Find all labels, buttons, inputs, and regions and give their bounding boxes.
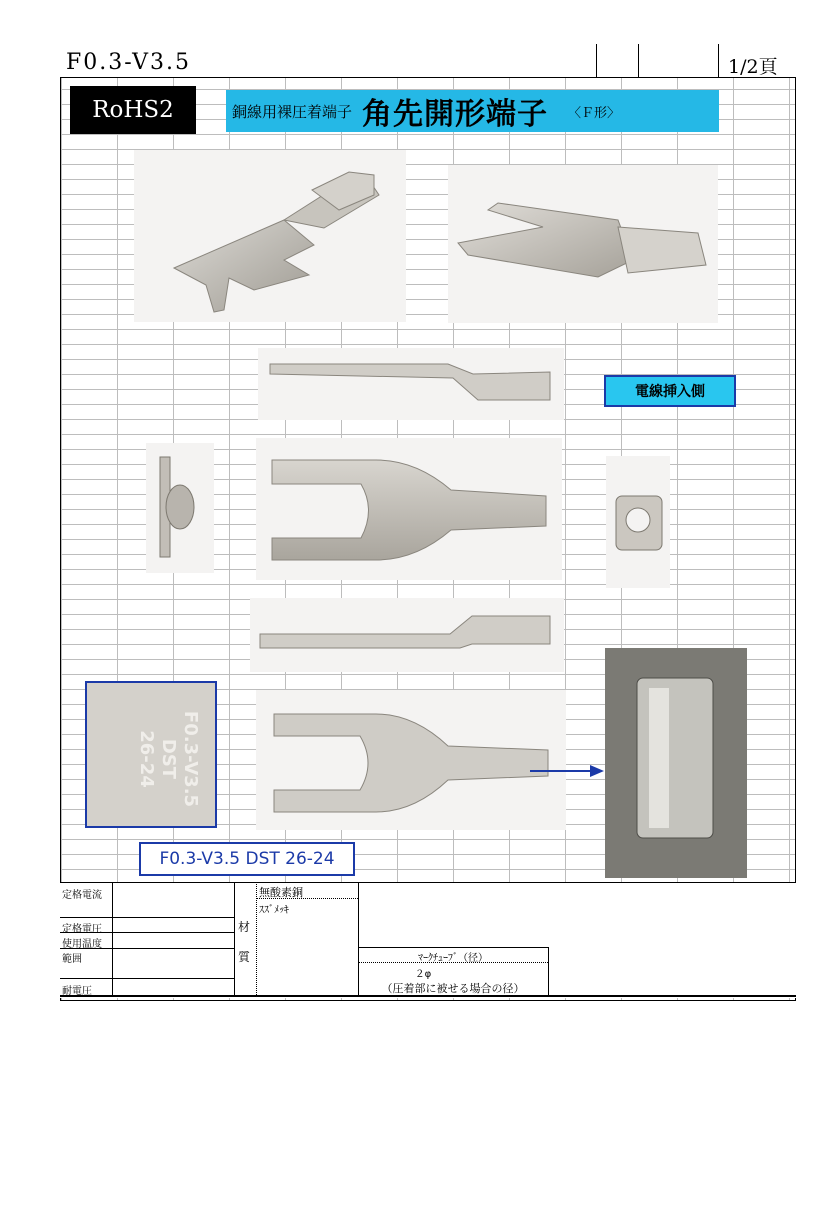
material-label-2: 質 [238,950,251,964]
rated-voltage-label: 定格電圧 [62,924,102,935]
plating-value: ｽｽﾞﾒｯｷ [259,905,289,916]
photo-terminal-top [256,438,562,580]
photo-terminal-side-top [258,348,564,420]
closeup-line-3: 26-24 [136,730,157,788]
material-value: 無酸素銅 [259,886,303,899]
page-number: 1/2頁 [728,56,778,78]
closeup-line-2: DST [158,738,179,780]
banner-title: 角先開形端子 [362,97,549,132]
mark-tube-note: （圧着部に被せる場合の径） [381,982,525,995]
photo-terminal-stamped [256,690,566,830]
mark-tube-label: ﾏｰｸﾁｭｰﾌﾞ（径） [418,953,488,964]
wire-insertion-side-label: 電線挿入側 [604,375,736,407]
rohs-badge: RoHS2 [70,86,196,134]
withstand-voltage-label: 耐電圧 [62,986,92,997]
mark-tube-value: ２φ [414,969,432,980]
temp-label-range: 範囲 [62,954,82,965]
document-title: F0.3-V3.5 [66,50,191,75]
marking-text-label: F0.3-V3.5 DST 26-24 [139,842,355,876]
banner-subtitle: 銅線用裸圧着端子 [232,102,353,121]
title-banner [226,90,719,132]
photo-terminal-end-right [606,456,670,588]
banner-shape: 〈Ｆ形〉 [568,105,621,121]
closeup-line-1: F0.3-V3.5 [180,710,201,808]
photo-terminal-angled-right [448,165,718,323]
photo-terminal-side-bottom [250,598,564,672]
photo-terminal-angled-left [134,150,406,322]
temp-label: 使用温度 [62,939,102,950]
material-label-1: 材 [238,920,251,934]
photo-crimped-barrel [605,648,747,878]
spec-table [60,882,796,998]
photo-terminal-end-left [146,443,214,573]
marking-closeup [85,681,217,828]
rated-current-label: 定格電流 [62,890,102,901]
arrow-icon [528,763,606,779]
